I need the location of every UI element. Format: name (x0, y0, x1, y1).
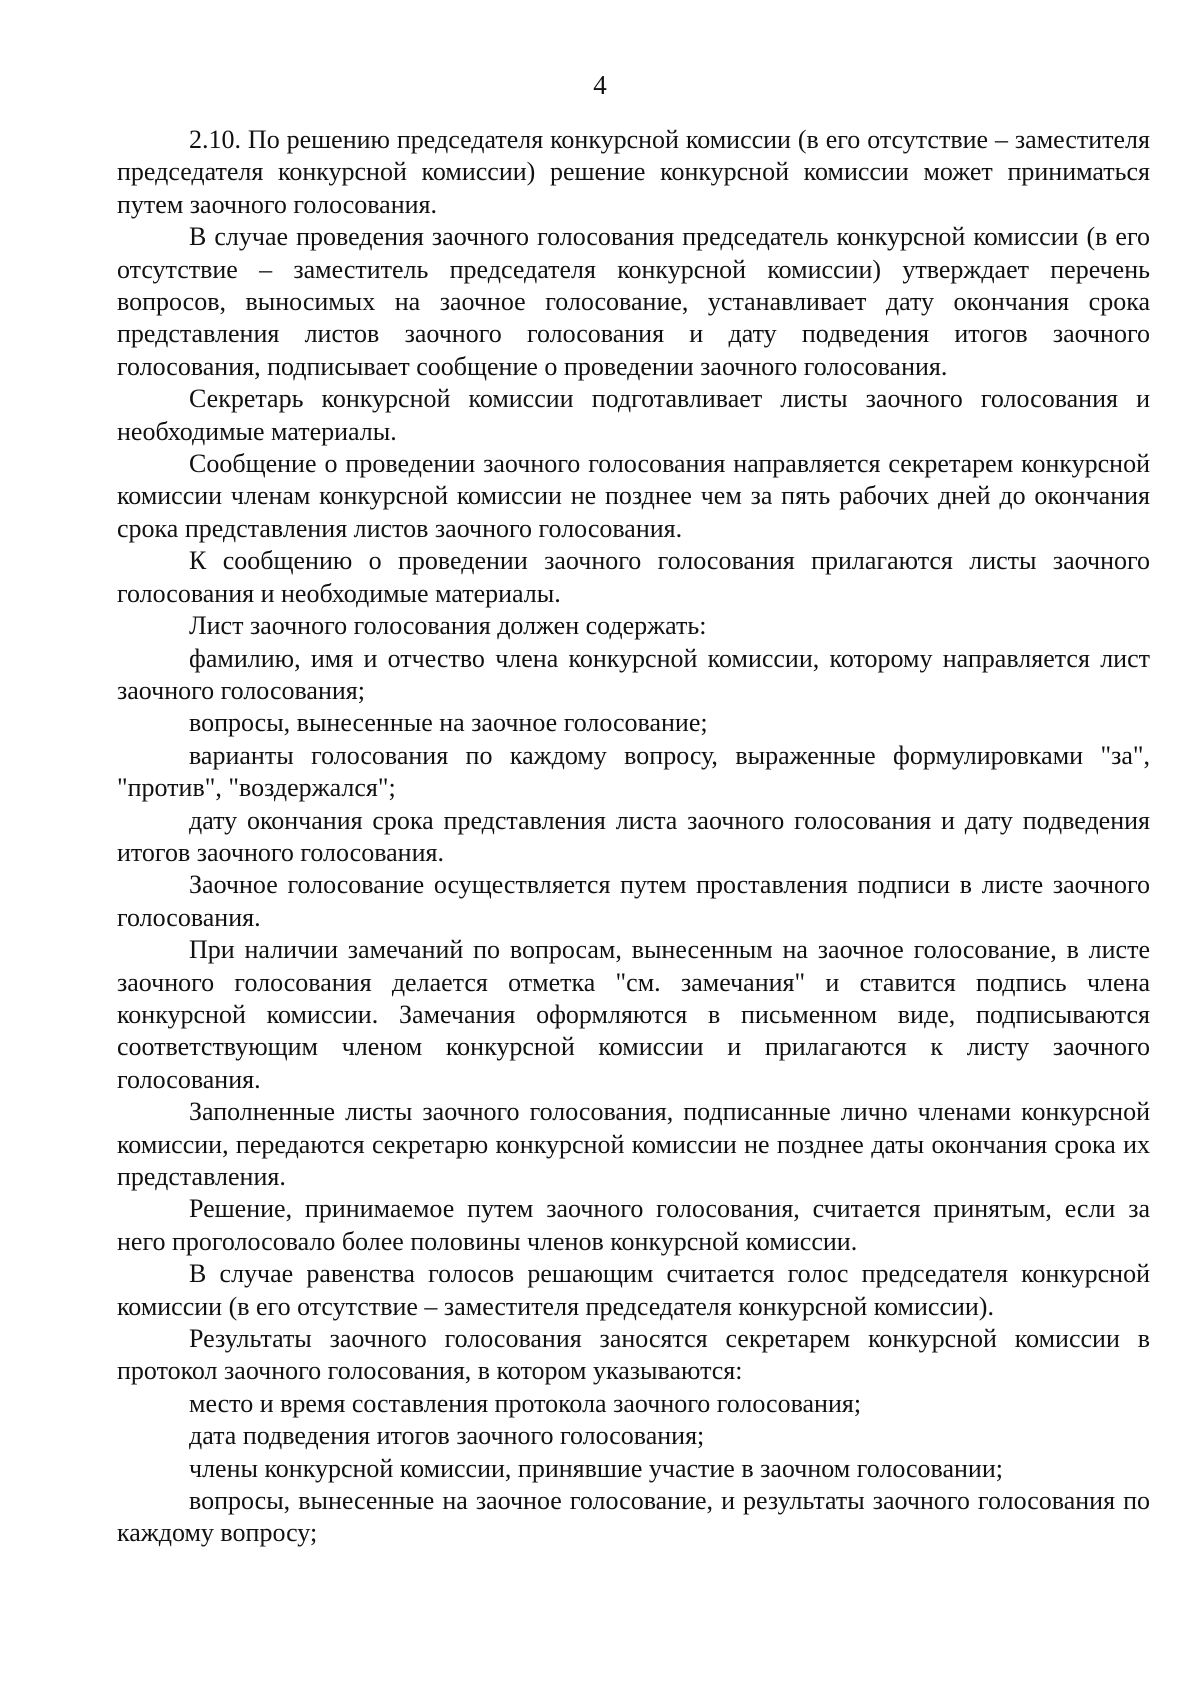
paragraph-tie-vote: В случае равенства голосов решающим считается голос председателя конкурсной комиссии (в его отсутствие – заместителя председателя конкурсной комиссии). (117, 1259, 1150, 1321)
paragraph-chairman-actions: В случае проведения заочного голосования председатель конкурсной комиссии (в его отсутствие – заместитель председателя конкурсной комиссии) утверждает перечень вопросов, выносимых на заочное голосование, устанавливает дату окончания срока представления листов заочного голосования и дату подведения итогов заочного голосования, подписывает сообщение о проведении заочного голосования. (117, 222, 1150, 381)
paragraph-secretary-prepares: Секретарь конкурсной комиссии подготавливает листы заочного голосования и необходимые материалы. (117, 384, 1150, 446)
list-item-place-time: место и время составления протокола заочного голосования; (189, 1388, 862, 1418)
paragraph-voting-by-signature: Заочное голосование осуществляется путем проставления подписи в листе заочного голосования. (117, 870, 1150, 932)
paragraph-decision-adopted: Решение, принимаемое путем заочного голосования, считается принятым, если за него проголосовало более половины членов конкурсной комиссии. (117, 1194, 1150, 1256)
paragraph-completed-ballots: Заполненные листы заочного голосования, подписанные лично членами конкурсной комиссии, передаются секретарю конкурсной комиссии не позднее даты окончания срока их представления. (117, 1097, 1150, 1191)
list-item-vote-options: варианты голосования по каждому вопросу, выраженные формулировками "за", "против", "воздержался"; (117, 740, 1150, 803)
paragraph-notice-attachments: К сообщению о проведении заочного голосования прилагаются листы заочного голосования и необходимые материалы. (117, 546, 1150, 608)
list-item-results-date: дата подведения итогов заочного голосования; (189, 1421, 705, 1451)
list-item-questions-results: вопросы, вынесенные на заочное голосование, и результаты заочного голосования по каждому вопросу; (117, 1486, 1150, 1548)
paragraph-ballot-contents: Лист заочного голосования должен содержать: (189, 611, 707, 641)
paragraph-protocol: Результаты заочного голосования заносятся секретарем конкурсной комиссии в протокол заочного голосования, в котором указываются: (117, 1324, 1150, 1386)
document-body (117, 124, 1150, 1550)
page-number: 4 (593, 70, 607, 100)
paragraph-notice-sent: Сообщение о проведении заочного голосования направляется секретарем конкурсной комиссии членам конкурсной комиссии не позднее чем за пять рабочих дней до окончания срока представления листов заочного голосования. (117, 449, 1150, 543)
paragraph-remarks: При наличии замечаний по вопросам, вынесенным на заочное голосование, в листе заочного голосования делается отметка "см. замечания" и ставится подпись члена конкурсной комиссии. Замечания оформляются в письменном виде, подписываются соответствующим членом конкурсной комиссии и прилагаются к листу заочного голосования. (117, 935, 1150, 1094)
list-item-questions: вопросы, вынесенные на заочное голосование; (189, 708, 708, 738)
list-item-participants: члены конкурсной комиссии, принявшие участие в заочном голосовании; (189, 1453, 1003, 1483)
list-item-dates: дату окончания срока представления листа заочного голосования и дату подведения итогов заочного голосования. (117, 805, 1150, 867)
paragraph-2-10: 2.10. По решению председателя конкурсной комиссии (в его отсутствие – заместителя председателя конкурсной комиссии) решение конкурсной комиссии может приниматься путем заочного голосования. (117, 125, 1150, 219)
list-item-member-name: фамилию, имя и отчество члена конкурсной комиссии, которому направляется лист заочного голосования; (117, 643, 1150, 705)
